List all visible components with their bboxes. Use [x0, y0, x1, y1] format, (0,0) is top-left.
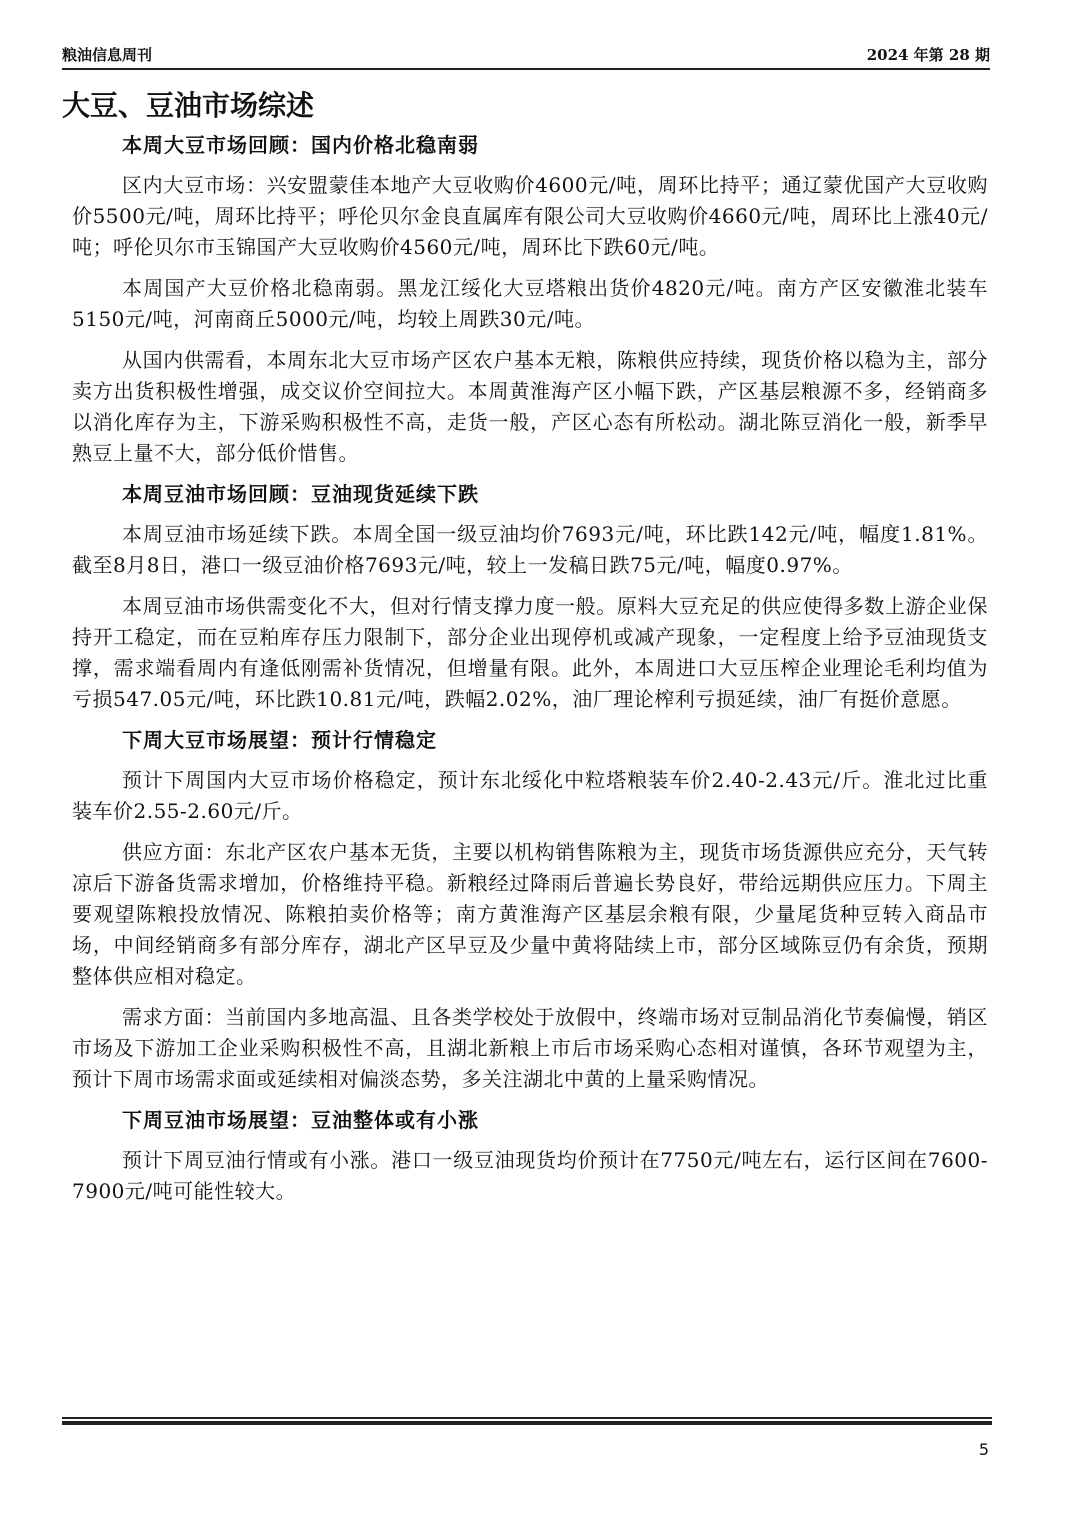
page-header	[62, 42, 990, 70]
page-title: 大豆、豆油市场综述	[62, 89, 315, 122]
article-body	[72, 130, 988, 1217]
paragraph: 供应方面：东北产区农户基本无货，主要以机构销售陈粮为主，现货市场货源供应充分，天气转凉后下游备货需求增加，价格维持平稳。新粮经过降雨后普遍长势良好，带给远期供应压力。下周主要观望陈粮投放情况、陈粮拍卖价格等；南方黄淮海产区基层余粮有限，少量尾货种豆转入商品市场，中间经销商多有部分库存，湖北产区早豆及少量中黄将陆续上市，部分区域陈豆仍有余货，预期整体供应相对稳定。	[72, 840, 988, 988]
paragraph: 从国内供需看，本周东北大豆市场产区农户基本无粮，陈粮供应持续，现货价格以稳为主，部分卖方出货积极性增强，成交议价空间拉大。本周黄淮海产区小幅下跌，产区基层粮源不多，经销商多以消化库存为主，下游采购积极性不高，走货一般，产区心态有所松动。湖北陈豆消化一般，新季早熟豆上量不大，部分低价惜售。	[72, 348, 988, 465]
section-heading: 下周豆油市场展望：豆油整体或有小涨	[122, 1108, 479, 1132]
paragraph: 预计下周豆油行情或有小涨。港口一级豆油现货均价预计在7750元/吨左右，运行区间在7600-7900元/吨可能性较大。	[72, 1148, 988, 1203]
section-heading: 本周大豆市场回顾：国内价格北稳南弱	[122, 133, 479, 157]
paragraph: 本周国产大豆价格北稳南弱。黑龙江绥化大豆塔粮出货价4820元/吨。南方产区安徽淮北装车5150元/吨，河南商丘5000元/吨，均较上周跌30元/吨。	[72, 276, 988, 331]
paragraph: 本周豆油市场延续下跌。本周全国一级豆油均价7693元/吨，环比跌142元/吨，幅度1.81%。截至8月8日，港口一级豆油价格7693元/吨，较上一发稿日跌75元/吨，幅度0.97%。	[72, 522, 988, 577]
paragraph: 预计下周国内大豆市场价格稳定，预计东北绥化中粒塔粮装车价2.40-2.43元/斤。淮北过比重装车价2.55-2.60元/斤。	[72, 768, 988, 823]
section-heading: 本周豆油市场回顾：豆油现货延续下跌	[122, 482, 479, 506]
issue-number: 2024 年第 28 期	[866, 46, 990, 64]
section-heading: 下周大豆市场展望：预计行情稳定	[122, 728, 437, 752]
paragraph: 需求方面：当前国内多地高温、且各类学校处于放假中，终端市场对豆制品消化节奏偏慢，销区市场及下游加工企业采购积极性不高，且湖北新粮上市后市场采购心态相对谨慎，各环节观望为主，预计下周市场需求面或延续相对偏淡态势，多关注湖北中黄的上量采购情况。	[72, 1005, 988, 1091]
page-number: 5	[978, 1440, 989, 1459]
paragraph: 本周豆油市场供需变化不大，但对行情支撑力度一般。原料大豆充足的供应使得多数上游企业保持开工稳定，而在豆粕库存压力限制下，部分企业出现停机或减产现象，一定程度上给予豆油现货支撑，需求端看周内有逢低刚需补货情况，但增量有限。此外，本周进口大豆压榨企业理论毛利均值为亏损547.05元/吨，环比跌10.81元/吨，跌幅2.02%，油厂理论榨利亏损延续，油厂有挺价意愿。	[72, 594, 988, 711]
footer-divider	[62, 1417, 992, 1427]
paragraph: 区内大豆市场：兴安盟蒙佳本地产大豆收购价4600元/吨，周环比持平；通辽蒙优国产大豆收购价5500元/吨，周环比持平；呼伦贝尔金良直属库有限公司大豆收购价4660元/吨，周环比上涨40元/吨；呼伦贝尔市玉锦国产大豆收购价4560元/吨，周环比下跌60元/吨。	[72, 173, 988, 259]
publication-name: 粮油信息周刊	[62, 46, 153, 64]
